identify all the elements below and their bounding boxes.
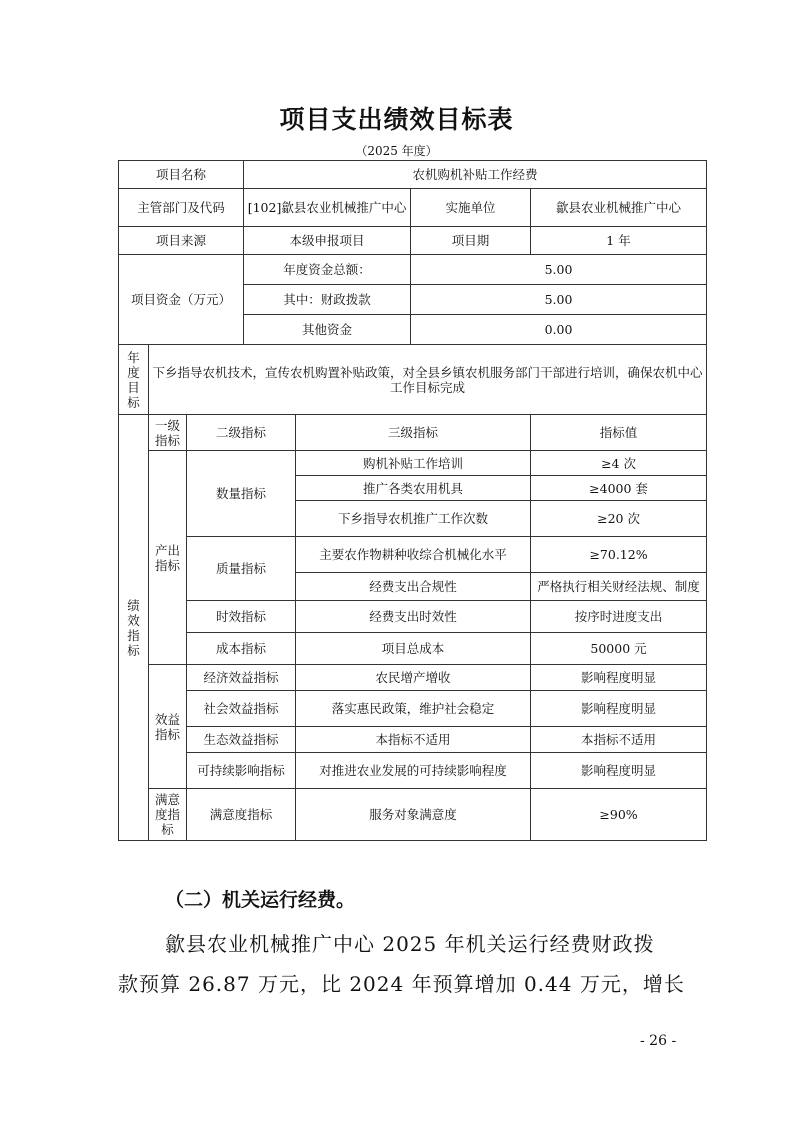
funds-total-label: 年度资金总额： — [244, 255, 411, 285]
dept-label: 主管部门及代码 — [119, 189, 244, 227]
performance-table — [118, 160, 707, 841]
quantity-indicator-label: 数量指标 — [187, 451, 296, 537]
annual-goal-label: 年度目标 — [119, 345, 149, 415]
benefit-indicator-label: 效益指标 — [149, 665, 187, 789]
benefit-sub-label: 社会效益指标 — [187, 691, 296, 727]
header-value: 指标值 — [531, 415, 707, 451]
funds-fiscal-value: 5.00 — [411, 285, 707, 315]
year-label: （2025 年度） — [355, 144, 438, 158]
satisfaction-item-name: 服务对象满意度 — [296, 789, 531, 841]
benefit-sub-label: 经济效益指标 — [187, 665, 296, 691]
header-level1: 一级指标 — [149, 415, 187, 451]
dept-value: [102]歙县农业机械推广中心 — [244, 189, 411, 227]
cost-indicator-label: 成本指标 — [187, 633, 296, 665]
period-value: 1 年 — [531, 227, 707, 255]
source-value: 本级申报项目 — [244, 227, 411, 255]
quality-indicator-label: 质量指标 — [187, 537, 296, 601]
paragraph-line: 歙县农业机械推广中心 2025 年机关运行经费财政拨 — [165, 932, 655, 956]
funds-other-value: 0.00 — [411, 315, 707, 345]
quantity-item-value: ≥20 次 — [531, 501, 707, 537]
quality-item-value: 严格执行相关财经法规、制度 — [531, 573, 707, 601]
benefit-sub-label: 可持续影响指标 — [187, 753, 296, 789]
quantity-item-value: ≥4 次 — [531, 451, 707, 476]
period-label: 项目期 — [411, 227, 531, 255]
page-number: - 26 - — [640, 1033, 677, 1049]
quality-item-value: ≥70.12% — [531, 537, 707, 573]
benefit-item-value: 本指标不适用 — [531, 727, 707, 753]
funds-fiscal-label: 其中：财政拨款 — [244, 285, 411, 315]
satisfaction-indicator-label: 满意度指标 — [149, 789, 187, 841]
satisfaction-item-value: ≥90% — [531, 789, 707, 841]
benefit-sub-label: 生态效益指标 — [187, 727, 296, 753]
funds-total-value: 5.00 — [411, 255, 707, 285]
benefit-item-value: 影响程度明显 — [531, 665, 707, 691]
cost-item-name: 项目总成本 — [296, 633, 531, 665]
timeliness-item-value: 按序时进度支出 — [531, 601, 707, 633]
benefit-item-name: 本指标不适用 — [296, 727, 531, 753]
benefit-item-value: 影响程度明显 — [531, 753, 707, 789]
cost-item-value: 50000 元 — [531, 633, 707, 665]
indicators-label: 绩效指标 — [119, 415, 149, 841]
timeliness-indicator-label: 时效指标 — [187, 601, 296, 633]
satisfaction-sub-label: 满意度指标 — [187, 789, 296, 841]
section-heading: （二）机关运行经费。 — [165, 889, 356, 911]
project-name-value: 农机购机补贴工作经费 — [244, 161, 707, 189]
quantity-item-name: 购机补贴工作培训 — [296, 451, 531, 476]
benefit-item-value: 影响程度明显 — [531, 691, 707, 727]
quantity-item-value: ≥4000 套 — [531, 476, 707, 501]
funds-other-label: 其他资金 — [244, 315, 411, 345]
benefit-item-name: 对推进农业发展的可持续影响程度 — [296, 753, 531, 789]
project-name-label: 项目名称 — [119, 161, 244, 189]
output-indicator-label: 产出指标 — [149, 451, 187, 665]
timeliness-item-name: 经费支出时效性 — [296, 601, 531, 633]
quality-item-name: 主要农作物耕种收综合机械化水平 — [296, 537, 531, 573]
benefit-item-name: 落实惠民政策，维护社会稳定 — [296, 691, 531, 727]
paragraph-line: 款预算 26.87 万元，比 2024 年预算增加 0.44 万元，增长 — [118, 972, 685, 996]
funds-label: 项目资金（万元） — [119, 255, 244, 345]
impl-unit-value: 歙县农业机械推广中心 — [531, 189, 707, 227]
quantity-item-name: 下乡指导农机推广工作次数 — [296, 501, 531, 537]
impl-unit-label: 实施单位 — [411, 189, 531, 227]
source-label: 项目来源 — [119, 227, 244, 255]
quantity-item-name: 推广各类农用机具 — [296, 476, 531, 501]
header-level3: 三级指标 — [296, 415, 531, 451]
page-title: 项目支出绩效目标表 — [279, 105, 514, 134]
header-level2: 二级指标 — [187, 415, 296, 451]
benefit-item-name: 农民增产增收 — [296, 665, 531, 691]
quality-item-name: 经费支出合规性 — [296, 573, 531, 601]
annual-goal-text: 下乡指导农机技术，宣传农机购置补贴政策，对全县乡镇农机服务部门干部进行培训，确保农机中心工作目标完成 — [149, 345, 707, 415]
